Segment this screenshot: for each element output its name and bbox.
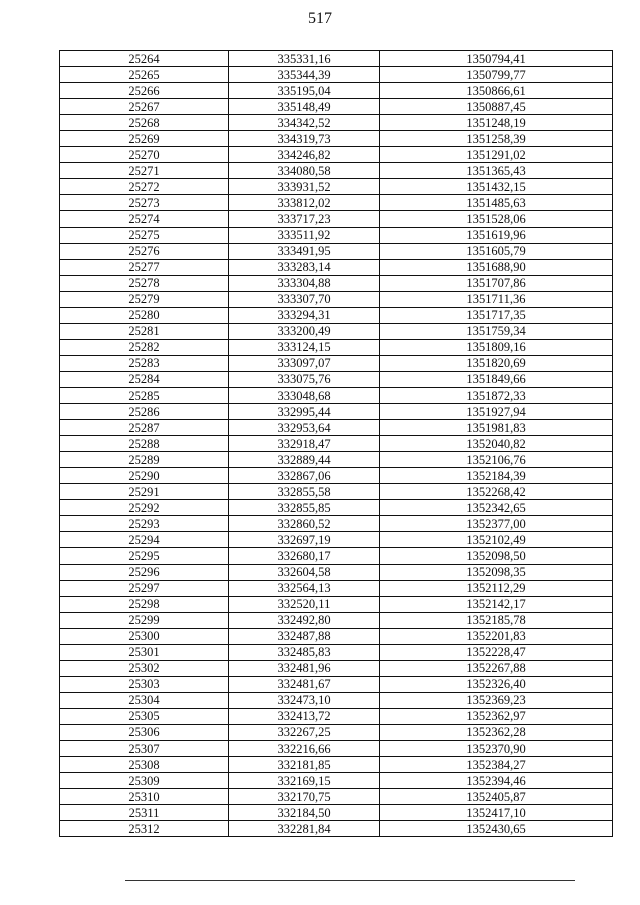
point-number-cell: 25302 [60,660,229,676]
table-row [60,773,613,789]
point-number-cell: 25268 [60,115,229,131]
y-coordinate-cell: 1352430,65 [380,821,613,837]
point-number-cell: 25310 [60,789,229,805]
x-coordinate-cell: 332918,47 [229,436,380,452]
point-number-cell: 25289 [60,452,229,468]
x-coordinate-cell: 332953,64 [229,420,380,436]
x-coordinate-cell: 332281,84 [229,821,380,837]
point-number-cell: 25308 [60,757,229,773]
x-coordinate-cell: 332867,06 [229,468,380,484]
table-row [60,548,613,564]
y-coordinate-cell: 1352370,90 [380,741,613,757]
y-coordinate-cell: 1352384,27 [380,757,613,773]
x-coordinate-cell: 332413,72 [229,708,380,724]
x-coordinate-cell: 332680,17 [229,548,380,564]
y-coordinate-cell: 1351981,83 [380,420,613,436]
table-row [60,821,613,837]
x-coordinate-cell: 334080,58 [229,163,380,179]
point-number-cell: 25303 [60,676,229,692]
x-coordinate-cell: 332169,15 [229,773,380,789]
table-row [60,83,613,99]
x-coordinate-cell: 332889,44 [229,452,380,468]
point-number-cell: 25282 [60,339,229,355]
table-row [60,339,613,355]
y-coordinate-cell: 1351820,69 [380,355,613,371]
table-row [60,371,613,387]
table-row [60,564,613,580]
table-row [60,452,613,468]
table-row [60,211,613,227]
coordinates-table [59,50,613,837]
x-coordinate-cell: 333511,92 [229,227,380,243]
y-coordinate-cell: 1352342,65 [380,500,613,516]
page-number: 517 [308,10,332,27]
table-row [60,115,613,131]
point-number-cell: 25299 [60,612,229,628]
table-row [60,596,613,612]
y-coordinate-cell: 1352040,82 [380,436,613,452]
point-number-cell: 25267 [60,99,229,115]
point-number-cell: 25296 [60,564,229,580]
x-coordinate-cell: 333812,02 [229,195,380,211]
table-row [60,179,613,195]
x-coordinate-cell: 332485,83 [229,644,380,660]
table-row [60,243,613,259]
table-row [60,436,613,452]
y-coordinate-cell: 1351707,86 [380,275,613,291]
y-coordinate-cell: 1352394,46 [380,773,613,789]
x-coordinate-cell: 332184,50 [229,805,380,821]
y-coordinate-cell: 1352326,40 [380,676,613,692]
table-row [60,805,613,821]
y-coordinate-cell: 1351872,33 [380,387,613,403]
y-coordinate-cell: 1351927,94 [380,404,613,420]
x-coordinate-cell: 333307,70 [229,291,380,307]
point-number-cell: 25312 [60,821,229,837]
table-row [60,580,613,596]
table-row [60,131,613,147]
y-coordinate-cell: 1351619,96 [380,227,613,243]
point-number-cell: 25304 [60,692,229,708]
point-number-cell: 25284 [60,371,229,387]
y-coordinate-cell: 1352106,76 [380,452,613,468]
x-coordinate-cell: 332267,25 [229,724,380,740]
point-number-cell: 25277 [60,259,229,275]
y-coordinate-cell: 1352201,83 [380,628,613,644]
point-number-cell: 25288 [60,436,229,452]
table-row [60,741,613,757]
point-number-cell: 25297 [60,580,229,596]
x-coordinate-cell: 333294,31 [229,307,380,323]
point-number-cell: 25307 [60,741,229,757]
x-coordinate-cell: 333283,14 [229,259,380,275]
x-coordinate-cell: 333075,76 [229,371,380,387]
table-row [60,468,613,484]
y-coordinate-cell: 1352098,35 [380,564,613,580]
point-number-cell: 25271 [60,163,229,179]
y-coordinate-cell: 1352268,42 [380,484,613,500]
x-coordinate-cell: 332216,66 [229,741,380,757]
point-number-cell: 25290 [60,468,229,484]
y-coordinate-cell: 1352267,88 [380,660,613,676]
x-coordinate-cell: 334246,82 [229,147,380,163]
point-number-cell: 25301 [60,644,229,660]
y-coordinate-cell: 1351258,39 [380,131,613,147]
x-coordinate-cell: 332860,52 [229,516,380,532]
point-number-cell: 25300 [60,628,229,644]
point-number-cell: 25269 [60,131,229,147]
y-coordinate-cell: 1352417,10 [380,805,613,821]
point-number-cell: 25278 [60,275,229,291]
table-row [60,227,613,243]
point-number-cell: 25287 [60,420,229,436]
x-coordinate-cell: 333124,15 [229,339,380,355]
point-number-cell: 25294 [60,532,229,548]
y-coordinate-cell: 1352112,29 [380,580,613,596]
table-row [60,404,613,420]
x-coordinate-cell: 334342,52 [229,115,380,131]
table-row [60,420,613,436]
y-coordinate-cell: 1351485,63 [380,195,613,211]
table-row [60,163,613,179]
point-number-cell: 25293 [60,516,229,532]
table-row [60,644,613,660]
x-coordinate-cell: 333200,49 [229,323,380,339]
point-number-cell: 25295 [60,548,229,564]
y-coordinate-cell: 1352142,17 [380,596,613,612]
x-coordinate-cell: 332481,96 [229,660,380,676]
x-coordinate-cell: 332481,67 [229,676,380,692]
y-coordinate-cell: 1351849,66 [380,371,613,387]
y-coordinate-cell: 1351432,15 [380,179,613,195]
table-row [60,757,613,773]
x-coordinate-cell: 334319,73 [229,131,380,147]
point-number-cell: 25280 [60,307,229,323]
table-row [60,275,613,291]
table-row [60,692,613,708]
table-row [60,195,613,211]
point-number-cell: 25275 [60,227,229,243]
point-number-cell: 25276 [60,243,229,259]
table-row [60,355,613,371]
table-row [60,67,613,83]
x-coordinate-cell: 332995,44 [229,404,380,420]
x-coordinate-cell: 335195,04 [229,83,380,99]
y-coordinate-cell: 1351248,19 [380,115,613,131]
y-coordinate-cell: 1351291,02 [380,147,613,163]
table-row [60,676,613,692]
x-coordinate-cell: 332604,58 [229,564,380,580]
x-coordinate-cell: 333048,68 [229,387,380,403]
x-coordinate-cell: 333097,07 [229,355,380,371]
table-row [60,708,613,724]
x-coordinate-cell: 332520,11 [229,596,380,612]
y-coordinate-cell: 1352362,97 [380,708,613,724]
y-coordinate-cell: 1350794,41 [380,51,613,67]
x-coordinate-cell: 333717,23 [229,211,380,227]
point-number-cell: 25273 [60,195,229,211]
table-row [60,307,613,323]
y-coordinate-cell: 1351809,16 [380,339,613,355]
y-coordinate-cell: 1350799,77 [380,67,613,83]
x-coordinate-cell: 335344,39 [229,67,380,83]
point-number-cell: 25311 [60,805,229,821]
x-coordinate-cell: 332564,13 [229,580,380,596]
table-row [60,628,613,644]
table-row [60,789,613,805]
table-row [60,291,613,307]
x-coordinate-cell: 332492,80 [229,612,380,628]
y-coordinate-cell: 1351605,79 [380,243,613,259]
table-row [60,51,613,67]
y-coordinate-cell: 1351528,06 [380,211,613,227]
table-row [60,500,613,516]
y-coordinate-cell: 1352228,47 [380,644,613,660]
y-coordinate-cell: 1350866,61 [380,83,613,99]
y-coordinate-cell: 1352098,50 [380,548,613,564]
point-number-cell: 25281 [60,323,229,339]
point-number-cell: 25265 [60,67,229,83]
table-row [60,484,613,500]
x-coordinate-cell: 333931,52 [229,179,380,195]
point-number-cell: 25309 [60,773,229,789]
point-number-cell: 25305 [60,708,229,724]
point-number-cell: 25283 [60,355,229,371]
point-number-cell: 25272 [60,179,229,195]
y-coordinate-cell: 1352377,00 [380,516,613,532]
y-coordinate-cell: 1351688,90 [380,259,613,275]
y-coordinate-cell: 1352405,87 [380,789,613,805]
x-coordinate-cell: 332170,75 [229,789,380,805]
y-coordinate-cell: 1350887,45 [380,99,613,115]
table-row [60,259,613,275]
point-number-cell: 25270 [60,147,229,163]
x-coordinate-cell: 335148,49 [229,99,380,115]
y-coordinate-cell: 1351717,35 [380,307,613,323]
x-coordinate-cell: 332855,85 [229,500,380,516]
point-number-cell: 25279 [60,291,229,307]
y-coordinate-cell: 1351759,34 [380,323,613,339]
y-coordinate-cell: 1352369,23 [380,692,613,708]
coordinates-table-body [60,51,613,837]
point-number-cell: 25291 [60,484,229,500]
table-row [60,532,613,548]
point-number-cell: 25298 [60,596,229,612]
y-coordinate-cell: 1352185,78 [380,612,613,628]
x-coordinate-cell: 332487,88 [229,628,380,644]
x-coordinate-cell: 332855,58 [229,484,380,500]
table-row [60,516,613,532]
table-row [60,387,613,403]
table-row [60,323,613,339]
x-coordinate-cell: 335331,16 [229,51,380,67]
x-coordinate-cell: 332181,85 [229,757,380,773]
x-coordinate-cell: 332473,10 [229,692,380,708]
table-row [60,660,613,676]
point-number-cell: 25285 [60,387,229,403]
point-number-cell: 25266 [60,83,229,99]
table-row [60,99,613,115]
y-coordinate-cell: 1352362,28 [380,724,613,740]
y-coordinate-cell: 1351711,36 [380,291,613,307]
table-row [60,724,613,740]
table-row [60,147,613,163]
y-coordinate-cell: 1352184,39 [380,468,613,484]
y-coordinate-cell: 1351365,43 [380,163,613,179]
x-coordinate-cell: 332697,19 [229,532,380,548]
x-coordinate-cell: 333491,95 [229,243,380,259]
point-number-cell: 25264 [60,51,229,67]
point-number-cell: 25274 [60,211,229,227]
y-coordinate-cell: 1352102,49 [380,532,613,548]
table-row [60,612,613,628]
x-coordinate-cell: 333304,88 [229,275,380,291]
point-number-cell: 25292 [60,500,229,516]
point-number-cell: 25286 [60,404,229,420]
point-number-cell: 25306 [60,724,229,740]
page-bottom-rule [125,880,575,881]
